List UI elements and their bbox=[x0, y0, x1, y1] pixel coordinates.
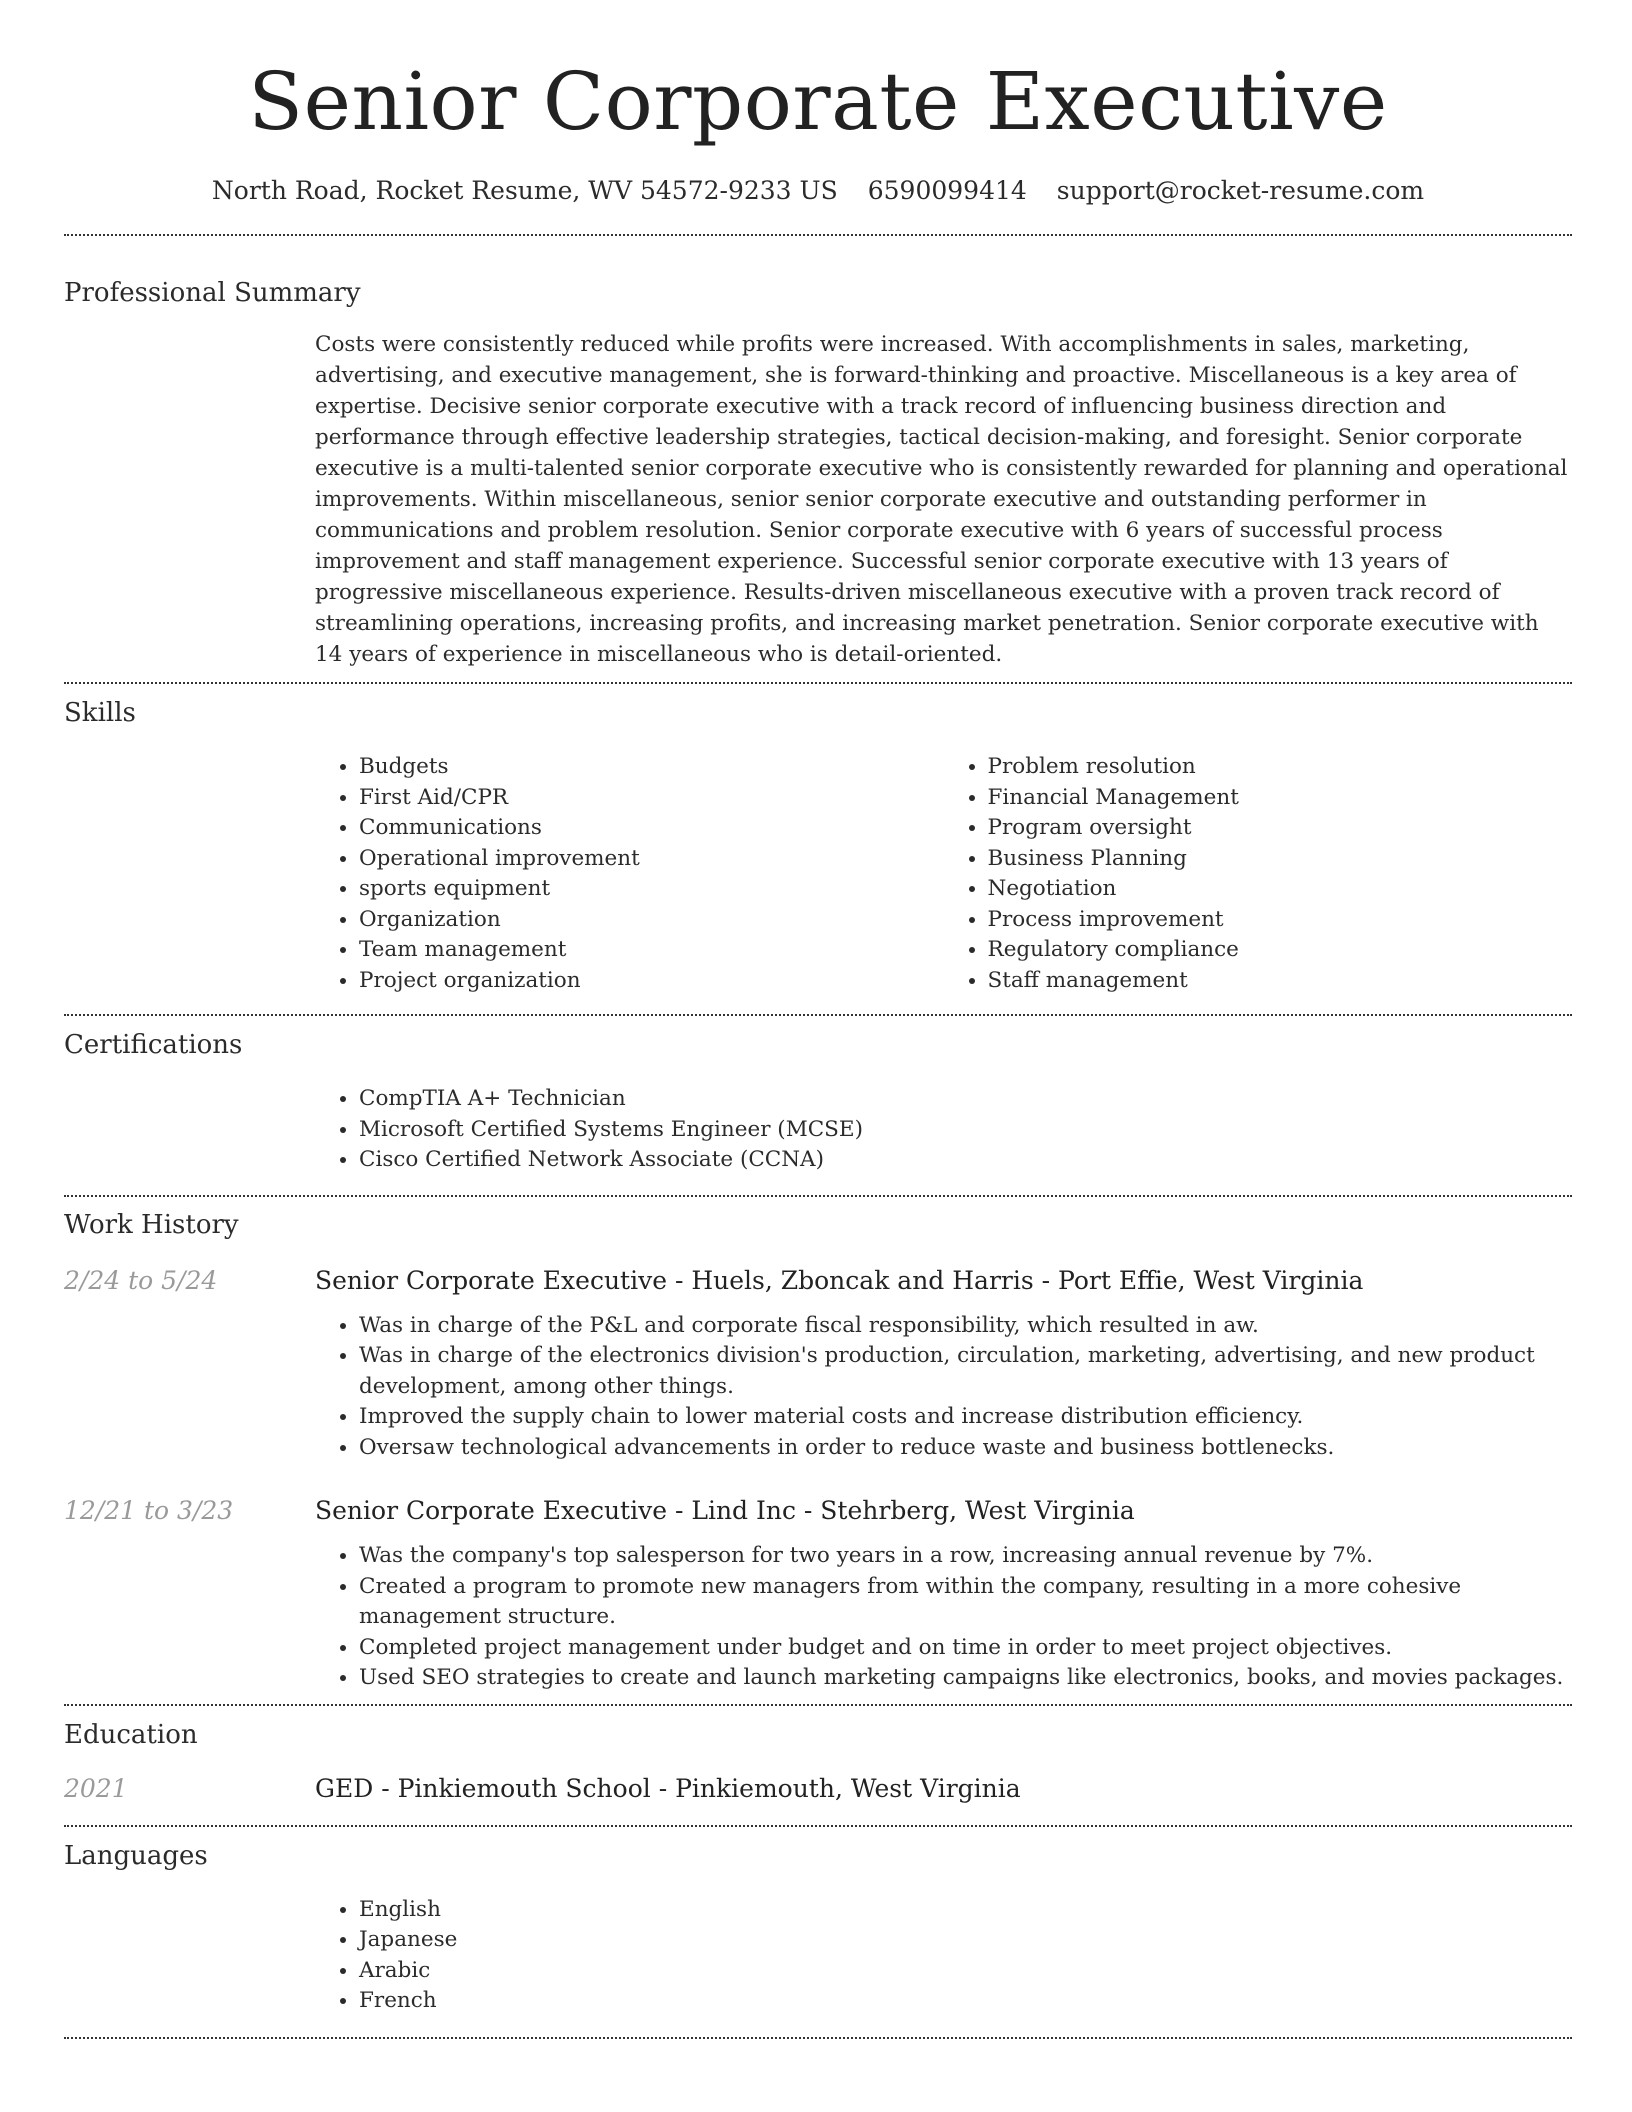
languages-list bbox=[315, 1895, 1572, 2017]
divider bbox=[64, 682, 1572, 684]
skills-section bbox=[64, 696, 1572, 996]
list-item: • Budgets bbox=[359, 752, 944, 783]
divider bbox=[64, 1014, 1572, 1016]
list-item: • Operational improvement bbox=[359, 844, 944, 875]
list-item: • Business Planning bbox=[988, 844, 1573, 875]
list-item: • French bbox=[359, 1986, 1572, 2017]
email[interactable]: support@rocket-resume.com bbox=[1056, 176, 1425, 205]
divider bbox=[64, 1704, 1572, 1706]
list-item: • sports equipment bbox=[359, 874, 944, 905]
section-title-skills: Skills bbox=[64, 698, 136, 728]
divider bbox=[64, 234, 1572, 236]
job-title: Senior Corporate Executive - Huels, Zboncak and Harris - Port Effie, West Virginia bbox=[315, 1265, 1364, 1295]
address: North Road, Rocket Resume, WV 54572-9233 US bbox=[211, 176, 838, 205]
list-item: • Organization bbox=[359, 905, 944, 936]
list-item: • CompTIA A+ Technician bbox=[359, 1084, 1572, 1115]
skills-list bbox=[315, 752, 1572, 996]
summary-text: Costs were consistently reduced while profits were increased. With accomplishments in sales, marketing, advertising, and executive management, she is forward-thinking and proactive. Miscellaneous is a key area of expertise. Decisive senior corporate executive with a track record of influencing business direction and performance through effective leadership strategies, tactical decision-making, and foresight. Senior corporate executive is a multi-talented senior corporate executive who is consistently rewarded for planning and operational improvements. Within miscellaneous, senior senior corporate executive and outstanding performer in communications and problem resolution. Senior corporate executive with 6 years of successful process improvement and staff management experience. Successful senior corporate executive with 13 years of progressive miscellaneous experience. Results-driven miscellaneous executive with a proven track record of streamlining operations, increasing profits, and increasing market penetration. Senior corporate executive with 14 years of experience in miscellaneous who is detail-oriented. bbox=[315, 332, 1568, 667]
job-bullets bbox=[315, 1311, 1572, 1464]
list-item: • Microsoft Certified Systems Engineer (MCSE) bbox=[359, 1115, 1572, 1146]
list-item: • Improved the supply chain to lower material costs and increase distribution efficiency. bbox=[359, 1402, 1572, 1433]
list-item: • Negotiation bbox=[988, 874, 1573, 905]
list-item: • Was in charge of the electronics division's production, circulation, marketing, advertising, and new product development, among other things. bbox=[359, 1341, 1572, 1402]
education-section bbox=[64, 1718, 1572, 1806]
job-date: 12/21 to 3/23 bbox=[64, 1496, 234, 1525]
job-entry bbox=[64, 1494, 1572, 1694]
resume-page bbox=[64, 0, 1572, 2039]
candidate-name: Senior Corporate Executive bbox=[248, 55, 1388, 148]
job-date: 2/24 to 5/24 bbox=[64, 1265, 218, 1295]
list-item: • Used SEO strategies to create and launch marketing campaigns like electronics, books, and movies packages. bbox=[359, 1663, 1572, 1694]
list-item: • Financial Management bbox=[988, 783, 1573, 814]
section-title-summary: Professional Summary bbox=[64, 278, 361, 308]
divider bbox=[64, 1195, 1572, 1197]
list-item: • Created a program to promote new managers from within the company, resulting in a more cohesive management structure. bbox=[359, 1572, 1572, 1633]
phone: 6590099414 bbox=[867, 176, 1027, 205]
divider bbox=[64, 2037, 1572, 2039]
divider bbox=[64, 1825, 1572, 1827]
skills-column-right bbox=[944, 752, 1573, 996]
summary-section bbox=[64, 276, 1572, 670]
list-item: • Japanese bbox=[359, 1925, 1572, 1956]
list-item: • English bbox=[359, 1895, 1572, 1926]
list-item: • Team management bbox=[359, 935, 944, 966]
education-date: 2021 bbox=[64, 1773, 128, 1803]
list-item: • Program oversight bbox=[988, 813, 1573, 844]
skills-column-left bbox=[315, 752, 944, 996]
education-entry: GED - Pinkiemouth School - Pinkiemouth, West Virginia bbox=[315, 1773, 1021, 1803]
job-title: Senior Corporate Executive - Lind Inc - Stehrberg, West Virginia bbox=[315, 1496, 1135, 1525]
list-item: • Problem resolution bbox=[988, 752, 1573, 783]
list-item: • Project organization bbox=[359, 966, 944, 997]
job-bullets bbox=[315, 1541, 1572, 1694]
section-title-certifications: Certifications bbox=[64, 1030, 243, 1060]
contact-line bbox=[64, 174, 1572, 208]
list-item: • Completed project management under budget and on time in order to meet project objectives. bbox=[359, 1633, 1572, 1664]
list-item: • Regulatory compliance bbox=[988, 935, 1573, 966]
list-item: • Arabic bbox=[359, 1956, 1572, 1987]
languages-section bbox=[64, 1839, 1572, 2017]
certifications-section bbox=[64, 1028, 1572, 1176]
section-title-work: Work History bbox=[64, 1209, 239, 1240]
list-item: • First Aid/CPR bbox=[359, 783, 944, 814]
list-item: • Cisco Certified Network Associate (CCNA) bbox=[359, 1145, 1572, 1176]
certifications-list bbox=[315, 1084, 1572, 1176]
job-entry bbox=[64, 1264, 1572, 1464]
section-title-education: Education bbox=[64, 1719, 198, 1750]
work-history-section bbox=[64, 1208, 1572, 1694]
list-item: • Was the company's top salesperson for two years in a row, increasing annual revenue by 7%. bbox=[359, 1541, 1572, 1572]
list-item: • Communications bbox=[359, 813, 944, 844]
list-item: • Process improvement bbox=[988, 905, 1573, 936]
list-item: • Was in charge of the P&L and corporate fiscal responsibility, which resulted in aw. bbox=[359, 1311, 1572, 1342]
list-item: • Oversaw technological advancements in order to reduce waste and business bottlenecks. bbox=[359, 1433, 1572, 1464]
section-title-languages: Languages bbox=[64, 1840, 208, 1871]
list-item: • Staff management bbox=[988, 966, 1573, 997]
